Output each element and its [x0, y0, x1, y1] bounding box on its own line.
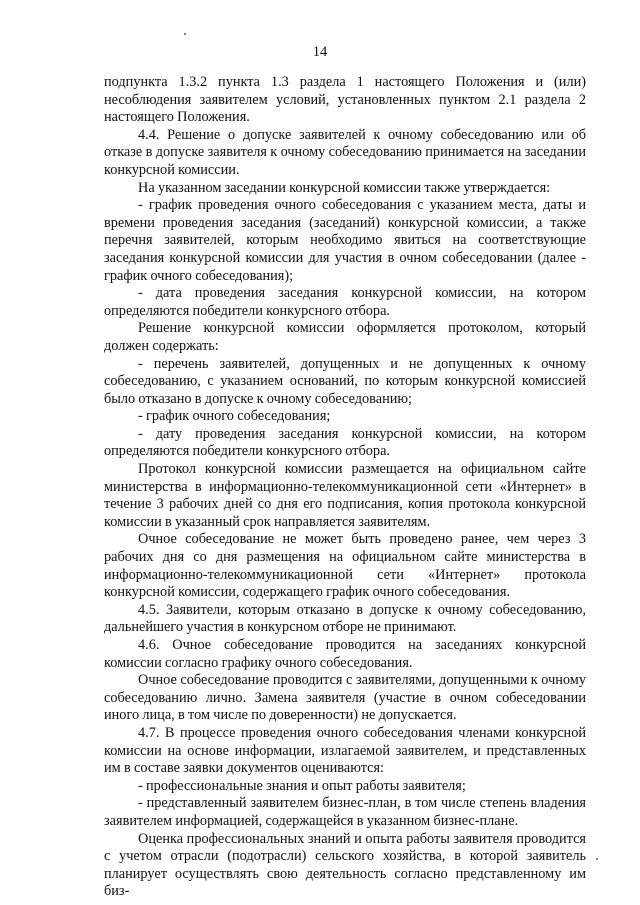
- paragraph: 4.4. Решение о допуске заявителей к очному собеседованию или об отказе в допуске заявителя к очному собеседованию принимается на заседании конкурсной комиссии.: [104, 126, 586, 178]
- page-number: 14: [312, 44, 328, 60]
- scan-speck: [596, 858, 598, 860]
- paragraph: подпункта 1.3.2 пункта 1.3 раздела 1 настоящего Положения и (или) несоблюдения заявителем условий, установленных пунктом 2.1 раздела 2 настоящего Положения.: [104, 74, 586, 126]
- paragraph: - график проведения очного собеседования с указанием места, даты и времени проведения заседания (заседаний) конкурсной комиссии, а также перечня заявителей, которым необходимо явиться на соответствующие заседания конкурсной комиссии для участия в очном собеседовании (далее - график очного собеседования);: [104, 197, 586, 284]
- paragraph: - дату проведения заседания конкурсной комиссии, на котором определяются победители конкурсного отбора.: [104, 425, 586, 460]
- paragraph: Очное собеседование не может быть проведено ранее, чем через 3 рабочих дня со дня размещения на официальном сайте министерства в информационно-телекоммуникационной сети «Интернет» протокола конкурсной комиссии, содержащего график очного собеседования.: [104, 531, 586, 601]
- paragraph: Оценка профессиональных знаний и опыта работы заявителя проводится с учетом отрасли (подотрасли) сельского хозяйства, в которой заявитель планирует осуществлять свою деятельность согласно представленному им биз-: [104, 830, 586, 900]
- paragraph: - дата проведения заседания конкурсной комиссии, на котором определяются победители конкурсного отбора.: [104, 285, 586, 319]
- paragraph: - график очного собеседования;: [138, 408, 331, 425]
- scan-speck: [184, 33, 186, 35]
- paragraph: Протокол конкурсной комиссии размещается на официальном сайте министерства в информационно-телекоммуникационной сети «Интернет» в течение 3 рабочих дней со дня его подписания, копия протокола конкурсной комиссии в указанный срок направляется заявителям.: [104, 461, 586, 530]
- paragraph: 4.5. Заявители, которым отказано в допуске к очному собеседованию, дальнейшего участия в конкурсном отборе не принимают.: [104, 601, 586, 636]
- paragraph: - профессиональные знания и опыт работы заявителя;: [138, 777, 466, 794]
- paragraph: Очное собеседование проводится с заявителями, допущенными к очному собеседованию лично. Замена заявителя (участие в очном собеседовании иного лица, в том числе по доверенности) не допускается.: [104, 672, 586, 724]
- paragraph: - представленный заявителем бизнес-план, в том числе степень владения заявителем информацией, содержащейся в указанном бизнес-плане.: [104, 795, 586, 829]
- paragraph: 4.7. В процессе проведения очного собеседования членами конкурсной комиссии на основе информации, излагаемой заявителем, и представленных им в составе заявки документов оцениваются:: [104, 724, 586, 777]
- document-body: [104, 74, 586, 901]
- paragraph: - перечень заявителей, допущенных и не допущенных к очному собеседованию, с указанием оснований, по которым конкурсной комиссией было отказано в допуске к очному собеседованию;: [104, 355, 586, 407]
- paragraph: На указанном заседании конкурсной комиссии также утверждается:: [138, 179, 551, 196]
- paragraph: Решение конкурсной комиссии оформляется протоколом, который должен содержать:: [104, 320, 586, 354]
- paragraph: 4.6. Очное собеседование проводится на заседаниях конкурсной комиссии согласно графику очного собеседования.: [104, 637, 586, 671]
